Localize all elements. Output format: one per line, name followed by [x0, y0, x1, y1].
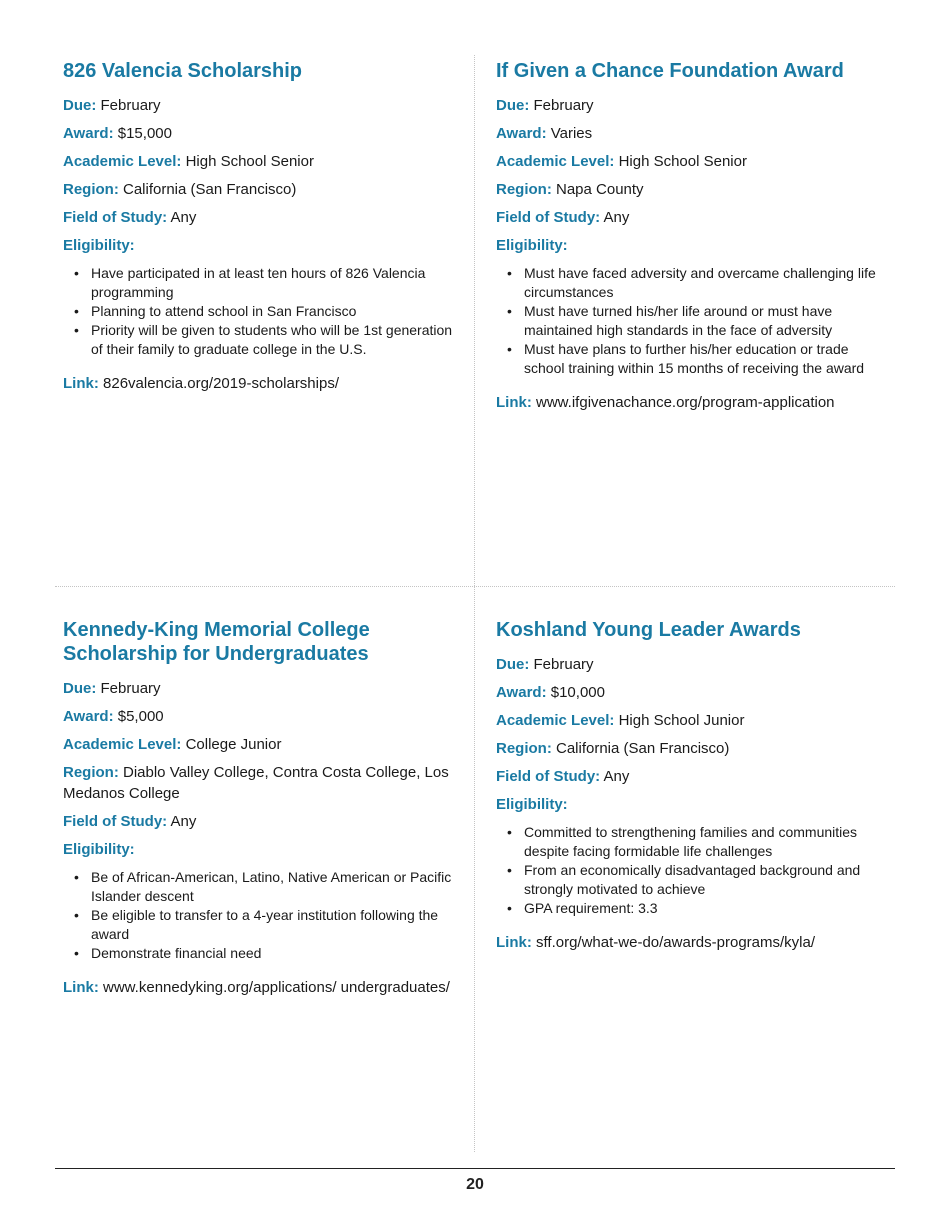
eligibility-text: Planning to attend school in San Francisco: [91, 303, 357, 319]
due-label: Due:: [496, 656, 530, 673]
card-title: If Given a Chance Foundation Award: [496, 60, 844, 82]
bullet-icon: •: [507, 265, 512, 281]
due-row: [496, 95, 888, 116]
eligibility-item: [63, 264, 455, 302]
region-label: Region:: [63, 181, 119, 198]
field-of-study-row: [63, 811, 455, 832]
field-of-study-value: Any: [170, 209, 197, 226]
academic-level-row: [496, 151, 888, 172]
scholarship-card-koshland: [496, 618, 888, 953]
award-label: Award:: [496, 684, 547, 701]
link-label: Link:: [496, 394, 532, 411]
bullet-icon: •: [507, 303, 512, 319]
eligibility-item: [496, 823, 888, 861]
academic-level-label: Academic Level:: [63, 736, 182, 753]
field-of-study-label: Field of Study:: [63, 813, 168, 830]
eligibility-heading: Eligibility:: [63, 841, 135, 858]
region-value: California (San Francisco): [556, 740, 730, 757]
bullet-icon: •: [507, 862, 512, 878]
eligibility-list: [63, 868, 455, 963]
award-value: $15,000: [117, 125, 172, 142]
bullet-icon: •: [74, 322, 79, 338]
eligibility-text: Be eligible to transfer to a 4-year institution following the award: [91, 907, 439, 942]
region-value: Diablo Valley College, Contra Costa College, Los Medanos College: [63, 764, 449, 802]
field-of-study-value: Any: [603, 209, 630, 226]
eligibility-text: Must have plans to further his/her education or trade school training within 15 months of receiving the award: [524, 341, 865, 376]
due-label: Due:: [63, 97, 97, 114]
footer-rule: [55, 1168, 895, 1169]
eligibility-heading: Eligibility:: [496, 796, 568, 813]
eligibility-text: Priority will be given to students who will be 1st generation of their family to graduate college in the U.S.: [91, 322, 453, 357]
eligibility-item: [63, 302, 455, 321]
link-url[interactable]: sff.org/what-we-do/awards-programs/kyla/: [536, 934, 816, 951]
eligibility-text: GPA requirement: 3.3: [524, 900, 658, 916]
link-row: [63, 373, 455, 394]
horizontal-divider: [55, 586, 895, 587]
award-value: $5,000: [117, 708, 164, 725]
due-value: February: [100, 97, 161, 114]
eligibility-text: From an economically disadvantaged background and strongly motivated to achieve: [524, 862, 861, 897]
field-of-study-label: Field of Study:: [63, 209, 168, 226]
bullet-icon: •: [74, 265, 79, 281]
academic-level-value: High School Senior: [185, 153, 314, 170]
link-label: Link:: [496, 934, 532, 951]
eligibility-item: [63, 868, 455, 906]
due-label: Due:: [496, 97, 530, 114]
due-value: February: [533, 656, 594, 673]
bullet-icon: •: [74, 303, 79, 319]
eligibility-text: Committed to strengthening families and communities despite facing formidable life challenges: [524, 824, 858, 859]
scholarship-card-kennedy-king: [63, 618, 455, 998]
card-title: Kennedy-King Memorial College Scholarship for Undergraduates: [63, 619, 370, 665]
due-value: February: [100, 680, 161, 697]
academic-level-value: College Junior: [185, 736, 282, 753]
due-label: Due:: [63, 680, 97, 697]
link-label: Link:: [63, 375, 99, 392]
bullet-icon: •: [507, 900, 512, 916]
award-value: $10,000: [550, 684, 605, 701]
link-url[interactable]: www.kennedyking.org/applications/ undergraduates/: [103, 979, 450, 996]
eligibility-item: [496, 861, 888, 899]
eligibility-item: [496, 899, 888, 918]
academic-level-label: Academic Level:: [496, 712, 615, 729]
region-value: California (San Francisco): [123, 181, 297, 198]
field-of-study-value: Any: [170, 813, 197, 830]
field-of-study-row: [496, 766, 888, 787]
award-row: [63, 123, 455, 144]
region-row: [63, 762, 455, 804]
due-row: [63, 95, 455, 116]
eligibility-item: [63, 944, 455, 963]
scholarship-card-826-valencia: [63, 59, 455, 394]
link-label: Link:: [63, 979, 99, 996]
region-row: [496, 738, 888, 759]
award-label: Award:: [63, 708, 114, 725]
award-value: Varies: [550, 125, 593, 142]
award-label: Award:: [496, 125, 547, 142]
eligibility-text: Must have faced adversity and overcame challenging life circumstances: [524, 265, 876, 300]
bullet-icon: •: [507, 824, 512, 840]
eligibility-text: Have participated in at least ten hours of 826 Valencia programming: [91, 265, 426, 300]
vertical-divider: [474, 55, 475, 1152]
award-row: [496, 682, 888, 703]
link-row: [496, 392, 888, 413]
eligibility-text: Demonstrate financial need: [91, 945, 262, 961]
scholarship-card-if-given-a-chance: [496, 59, 888, 413]
award-row: [496, 123, 888, 144]
eligibility-item: [496, 302, 888, 340]
eligibility-heading: Eligibility:: [63, 237, 135, 254]
field-of-study-value: Any: [603, 768, 630, 785]
due-row: [63, 678, 455, 699]
academic-level-value: High School Junior: [618, 712, 745, 729]
academic-level-row: [63, 734, 455, 755]
due-row: [496, 654, 888, 675]
academic-level-row: [63, 151, 455, 172]
eligibility-list: [496, 264, 888, 378]
eligibility-item: [496, 340, 888, 378]
eligibility-item: [496, 264, 888, 302]
field-of-study-label: Field of Study:: [496, 209, 601, 226]
academic-level-value: High School Senior: [618, 153, 747, 170]
field-of-study-label: Field of Study:: [496, 768, 601, 785]
eligibility-heading: Eligibility:: [496, 237, 568, 254]
region-label: Region:: [63, 764, 119, 781]
region-row: [63, 179, 455, 200]
region-row: [496, 179, 888, 200]
bullet-icon: •: [74, 907, 79, 923]
eligibility-text: Be of African-American, Latino, Native American or Pacific Islander descent: [91, 869, 452, 904]
award-row: [63, 706, 455, 727]
academic-level-label: Academic Level:: [496, 153, 615, 170]
due-value: February: [533, 97, 594, 114]
award-label: Award:: [63, 125, 114, 142]
eligibility-text: Must have turned his/her life around or must have maintained high standards in the face of adversity: [524, 303, 833, 338]
bullet-icon: •: [507, 341, 512, 357]
field-of-study-row: [496, 207, 888, 228]
card-title: Koshland Young Leader Awards: [496, 619, 801, 641]
link-url[interactable]: www.ifgivenachance.org/program-application: [536, 394, 835, 411]
eligibility-item: [63, 321, 455, 359]
academic-level-row: [496, 710, 888, 731]
region-label: Region:: [496, 181, 552, 198]
link-url[interactable]: 826valencia.org/2019-scholarships/: [103, 375, 339, 392]
bullet-icon: •: [74, 945, 79, 961]
page-number: 20: [466, 1176, 484, 1193]
region-label: Region:: [496, 740, 552, 757]
eligibility-list: [63, 264, 455, 359]
region-value: Napa County: [556, 181, 644, 198]
academic-level-label: Academic Level:: [63, 153, 182, 170]
field-of-study-row: [63, 207, 455, 228]
link-row: [63, 977, 455, 998]
link-row: [496, 932, 888, 953]
eligibility-list: [496, 823, 888, 918]
card-title: 826 Valencia Scholarship: [63, 60, 303, 82]
bullet-icon: •: [74, 869, 79, 885]
eligibility-item: [63, 906, 455, 944]
